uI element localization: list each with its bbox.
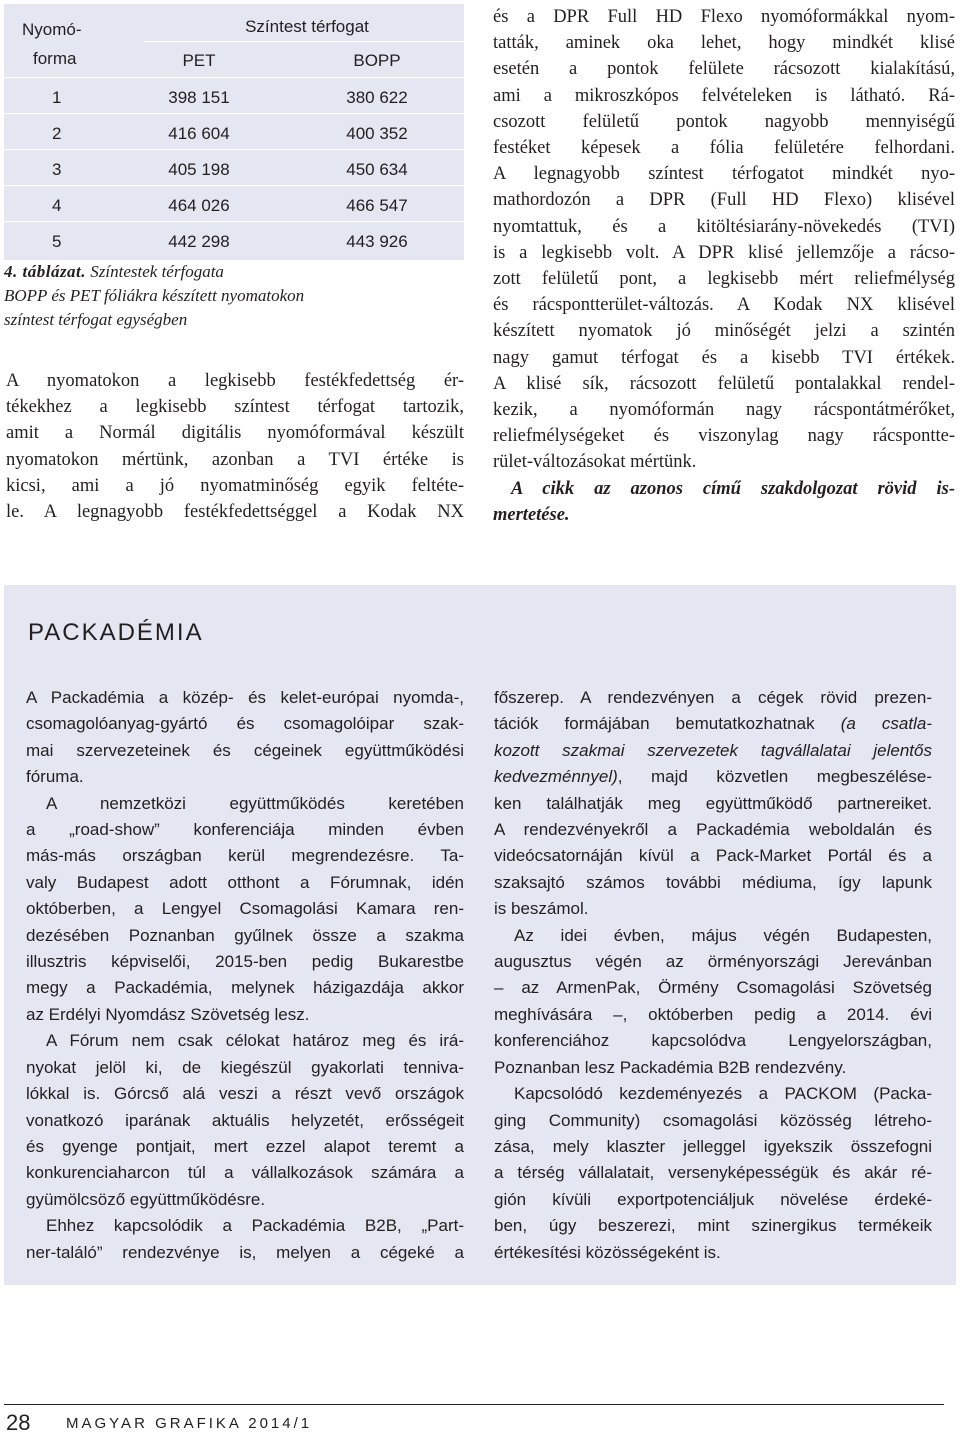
text-line: meghívására –, októberben pedig a 2014. évi [494,1004,932,1024]
table-cell-bopp: 380 622 [346,88,408,107]
table-cell-forma: 2 [52,124,62,143]
text-line: ging Community) csomagolási közösség létreho- [494,1110,932,1130]
text-line: csomagolóanyag-gyártó és csomagolóipar szak- [26,714,464,734]
article-body-left [6,368,464,525]
text-line: vonatkozó iparának aktuális helyzetét, erősségeit [26,1110,464,1130]
text-line: augusztus végén az örményországi Jerevánban [494,952,932,972]
volume-table [4,4,464,260]
text-line: ner-találó” rendezvénye is, melyen a cégeké a [26,1242,464,1262]
caption-label: 4. táblázat. [4,262,87,281]
caption-title: Színtestek térfogata [86,262,224,281]
text-line: A nemzetközi együttműködés keretében [46,793,464,813]
text-line: esetén a pontok felülete rácsozott kialakítású, [493,59,955,80]
text-line: Ehhez kapcsolódik a Packadémia B2B, „Part- [46,1216,464,1236]
packademia-column-left [26,685,464,1266]
text-line: tatták, aminek oka lehet, hogy mindkét klisé [493,33,955,54]
table-cell-forma: 3 [52,160,62,179]
text-line: nyokat jelöl ki, de kiegészül gyakorlati tenniva- [26,1057,464,1077]
text-line: szaksajtó számos további médiuma, így lapunk [494,872,932,892]
text-line: A legnagyobb színtest térfogatot mindkét nyo- [493,164,955,185]
text-line: videócsatornáján kívül a Pack-Market Portál és a [494,846,932,866]
text-line: a „road-show” konferenciája minden évben [26,820,464,840]
text-line: konferenciához kapcsolódva Lengyelországban, [494,1031,932,1051]
text-line: A rendezvényekről a Packadémia weboldalán és [494,820,932,840]
table-cell-bopp: 450 634 [346,160,408,179]
table-divider [4,185,464,186]
caption-line: színtest térfogat egységben [4,310,188,329]
text-line: A nyomatokon a legkisebb festékfedettség ér- [6,371,464,391]
text-line: a térség vállalatait, versenyképességük és akár ré- [494,1163,932,1183]
text-line: zása, mely klaszter jelleggel igyekszik összefogni [494,1136,932,1156]
text-line: zott felületű pont, a legkisebb mért reliefmélység [493,269,955,290]
table-row [4,124,464,160]
text-line: gión kívüli exportpotenciáljuk növelése érdeké- [494,1189,932,1209]
text-line: – az ArmenPak, Örmény Csomagolási Szövetség [494,978,932,998]
table-header-forma-1: Nyomó- [22,20,82,39]
text-line: ken találhatják meg együttműködő partnereiket. [494,793,932,813]
caption-line: BOPP és PET fóliákra készített nyomatokon [4,286,305,305]
text-line: nyomatokon mértünk, azonban a TVI értéke is [6,449,464,470]
text-line: valy Budapest adott otthont a Fórumnak, idén [26,872,464,892]
text-line: nyomtattuk, és a kitöltésiarány-növekedés (TVI) [493,216,955,237]
table-row [4,196,464,232]
text-line: A Packadémia a közép- és kelet-európai nyomda-, [26,688,464,707]
text-line: Poznanban lesz Packadémia B2B rendezvény. [494,1057,847,1077]
table-caption [4,260,464,332]
table-row [4,88,464,124]
text-line: mathordozón a DPR (Full HD Flexo) klisével [493,190,955,211]
packademia-title: PACKADÉMIA [28,619,204,646]
text-line: is a legkisebb volt. A DPR klisé jellemzője a rácso- [493,242,955,263]
table-divider [4,77,464,78]
text-line: főszerep. A rendezvényen a cégek rövid prezen- [494,688,932,707]
table-cell-pet: 442 298 [168,232,230,251]
journal-title: MAGYAR GRAFIKA 2014/1 [66,1415,313,1432]
table-cell-pet: 405 198 [168,160,230,179]
text-line: is beszámol. [494,899,589,919]
text-line: A Fórum nem csak célokat határoz meg és irá- [46,1031,464,1051]
article-body-right [493,4,955,528]
caption-line [4,260,464,284]
text-line: készített nyomatok jó minőségét jelzi a szintén [493,321,955,342]
text-line: kezik, a nyomóformán nagy rácspontátmérőket, [493,400,955,421]
table-cell-pet: 416 604 [168,124,230,143]
text-line: tékekhez a legkisebb színtest térfogat tartozik, [6,397,464,418]
text-line: és a DPR Full HD Flexo nyomóformákkal nyom- [493,7,955,27]
text-line: ben, úgy beszerezi, mint szinergikus termékeik [494,1216,932,1236]
text-line: dezésében Poznanban gyűlnek össze a szakma [26,925,464,945]
table-divider [4,113,464,114]
table-cell-pet: 398 151 [168,88,230,107]
text-line: amit a Normál digitális nyomóformával készült [6,423,464,444]
text-line: az Erdélyi Nyomdász Szövetség lesz. [26,1004,310,1024]
text-line: Kapcsolódó kezdeményezés a PACKOM (Packa- [514,1084,932,1104]
text-line: tációk formájában bemutatkozhatnak (a csatla- [494,714,932,734]
table-header-bopp: BOPP [353,51,401,70]
table-cell-forma: 5 [52,232,62,251]
text-line: Az idei évben, május végén Budapesten, [514,925,932,945]
table-row [4,160,464,196]
footer-rule [4,1404,944,1405]
table-group-header: Színtest térfogat [245,17,369,36]
text-line: mai szervezeteinek és cégeinek együttműködési [26,740,464,760]
text-line: konkurenciaharcon túl a vállalkozások számára a [26,1163,464,1183]
table-cell-bopp: 443 926 [346,232,408,251]
page-number: 28 [6,1410,31,1435]
table-divider [4,221,464,222]
text-line: reliefmélységeket és viszonylag nagy rácspontte- [493,426,955,447]
text-line: fóruma. [26,767,84,787]
text-line: más-más országban kerül megrendezésre. Ta- [26,846,464,866]
text-line: nagy gamut térfogat és a kisebb TVI értékek. [493,347,955,368]
text-line: illusztris képviselői, 2015-ben pedig Bukarestbe [26,952,464,972]
text-line: kicsi, ami a jó nyomatminőség egyik feltéte- [6,475,464,496]
text-line: kozott szakmai szervezetek tagvállalatai jelentős [494,740,932,760]
text-line: rület-változásokat mértünk. [493,452,697,473]
table-divider [4,149,464,150]
text-line: értékesítési közösségeként is. [494,1242,721,1262]
table-header-pet: PET [182,51,216,70]
article-signature: A cikk az azonos című szakdolgozat rövid is- [511,478,955,499]
table-divider [144,41,464,42]
table-header-forma-2: forma [33,49,77,68]
text-line: ami a mikroszkópos felvételeken is látható. Rá- [493,85,955,106]
packademia-column-right [494,685,932,1266]
text-line: csozott felületű pontok nagyobb mennyiségű [493,111,955,132]
text-line: le. A legnagyobb festékfedettséggel a Kodak NX [6,502,464,523]
text-line: és rácspontterület-változás. A Kodak NX klisével [493,295,955,316]
table-cell-forma: 1 [52,88,62,107]
table-cell-forma: 4 [52,196,62,215]
packademia-box [4,585,956,1285]
table-cell-bopp: 466 547 [346,196,408,215]
text-line: megy a Packadémia, melynek házigazdája akkor [26,978,464,998]
text-line: októberben, a Lengyel Csomagolási Kamara ren- [26,899,464,919]
text-line: festéket képesek a fólia felületére felhordani. [493,138,955,159]
text-line: és gyenge pontjait, mert ezzel alapot teremt a [26,1136,464,1156]
text-line: lókkal is. Górcső alá veszi a részt vevő országok [26,1084,464,1104]
table-cell-pet: 464 026 [168,196,230,215]
text-line: A klisé sík, rácsozott felületű pontalakkal rendel- [493,373,955,394]
article-signature: mertetése. [493,504,570,525]
table-cell-bopp: 400 352 [346,124,408,143]
text-line: gyümölcsöző együttműködésre. [26,1189,266,1209]
text-line: kedvezménnyel), majd közvetlen megbeszélése- [494,767,932,787]
